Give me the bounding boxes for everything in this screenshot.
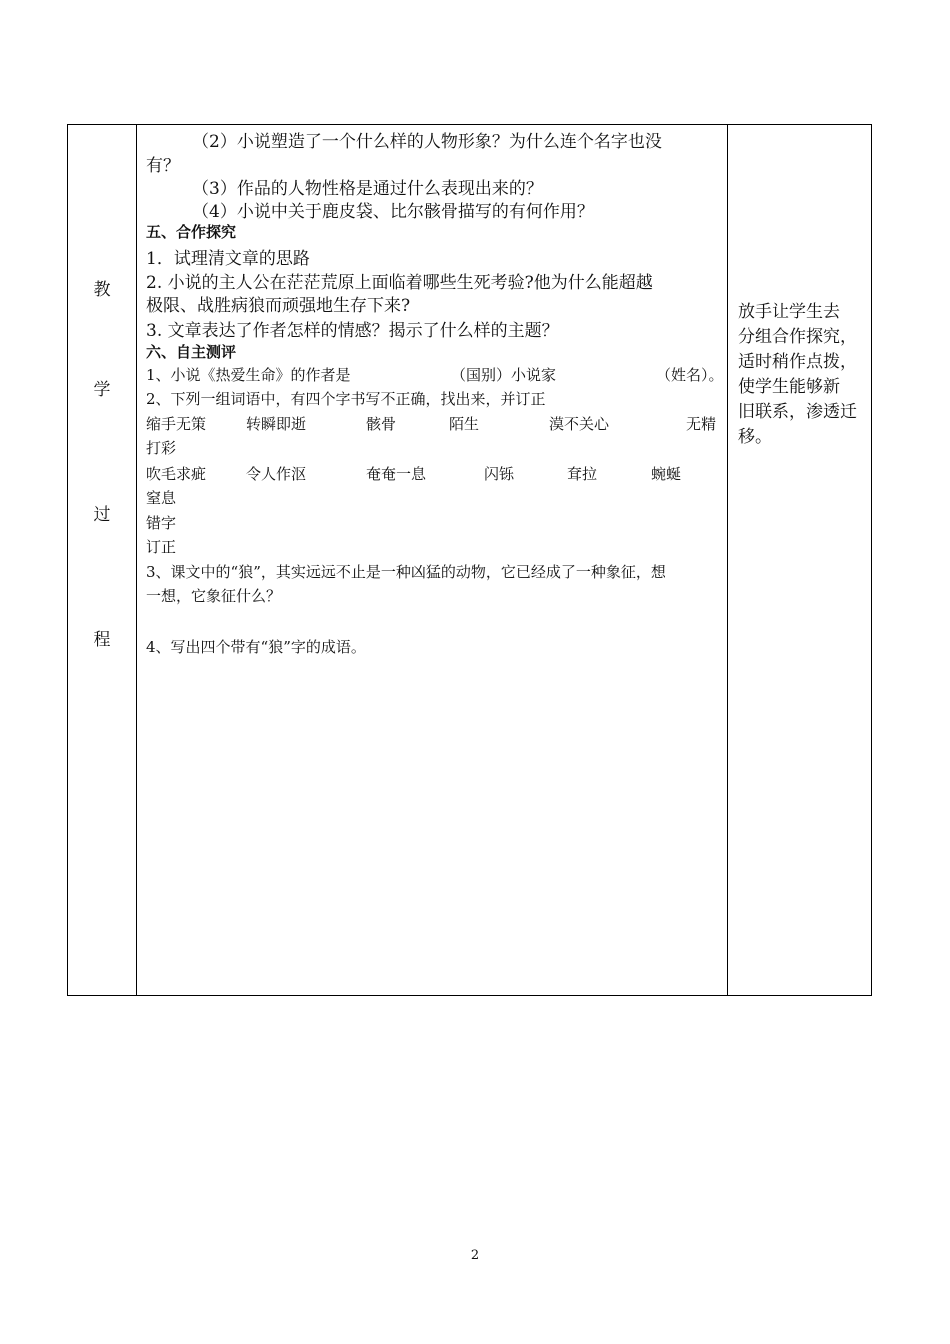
test-q3-line1: 3、课文中的“狼”，其实远远不止是一种凶猛的动物，它已经成了一种象征，想 <box>146 563 666 581</box>
design-note-line: 放手让学生去 <box>738 302 840 322</box>
test-q4: 4、写出四个带有“狼”字的成语。 <box>146 638 366 656</box>
test-q2: 2、下列一组词语中，有四个字书写不正确，找出来，并订正 <box>146 390 546 408</box>
design-note-line: 适时稍作点拨， <box>738 352 857 372</box>
word-item: 奄奄一息 <box>366 465 427 483</box>
wrong-chars-label: 错字 <box>146 514 177 532</box>
word-item: 令人作沤 <box>246 465 307 483</box>
word-item: 蜿蜒 <box>651 465 682 483</box>
word-item-continued: 窒息 <box>146 489 177 507</box>
section-5-heading: 五、合作探究 <box>146 223 237 241</box>
section-5-item-2-line2: 极限、战胜病狼而顽强地生存下来? <box>146 296 411 316</box>
word-item: 骸骨 <box>366 415 397 433</box>
side-label-char: 程 <box>93 630 111 650</box>
side-label-char: 过 <box>93 505 111 525</box>
design-note-line: 移。 <box>738 427 772 447</box>
section-5-item-1: 1．试理清文章的思路 <box>146 249 310 269</box>
column-divider <box>136 125 137 995</box>
design-note <box>738 300 866 450</box>
word-item: 漠不关心 <box>549 415 610 433</box>
word-item: 缩手无策 <box>146 415 207 433</box>
page-number: 2 <box>470 1248 480 1263</box>
word-item: 吹毛求疵 <box>146 465 207 483</box>
column-divider <box>727 125 728 995</box>
section-5-item-2-line1: 2. 小说的主人公在茫茫荒原上面临着哪些生死考验?他为什么能超越 <box>146 273 653 293</box>
word-item: 耷拉 <box>567 465 598 483</box>
test-q1-part-b: （国别）小说家 <box>451 366 557 384</box>
test-q1-part-c: （姓名）。 <box>656 366 724 384</box>
design-note-line: 使学生能够新 <box>738 377 840 397</box>
section-5-item-3: 3. 文章表达了作者怎样的情感？揭示了什么样的主题？ <box>146 321 559 341</box>
design-note-line: 分组合作探究， <box>738 327 857 347</box>
word-item: 闪铄 <box>484 465 515 483</box>
side-label-char: 教 <box>93 280 111 300</box>
word-item: 陌生 <box>449 415 480 433</box>
word-item: 转瞬即逝 <box>246 415 307 433</box>
lesson-table <box>67 124 872 996</box>
side-label-char: 学 <box>93 380 111 400</box>
test-q3-line2: 一想，它象征什么？ <box>146 587 282 605</box>
question-2-line1: （2）小说塑造了一个什么样的人物形象？为什么连个名字也没 <box>192 132 662 152</box>
test-q1-part-a: 1、小说《热爱生命》的作者是 <box>146 366 351 384</box>
word-item: 无精 <box>686 415 717 433</box>
section-6-heading: 六、自主测评 <box>146 343 237 361</box>
question-2-line2: 有？ <box>146 156 180 176</box>
question-3: （3）作品的人物性格是通过什么表现出来的？ <box>192 179 543 199</box>
corrections-label: 订正 <box>146 538 177 556</box>
word-item-continued: 打彩 <box>146 439 177 457</box>
design-note-line: 旧联系，渗透迁 <box>738 402 857 422</box>
question-4: （4）小说中关于鹿皮袋、比尔骸骨描写的有何作用？ <box>192 202 594 222</box>
